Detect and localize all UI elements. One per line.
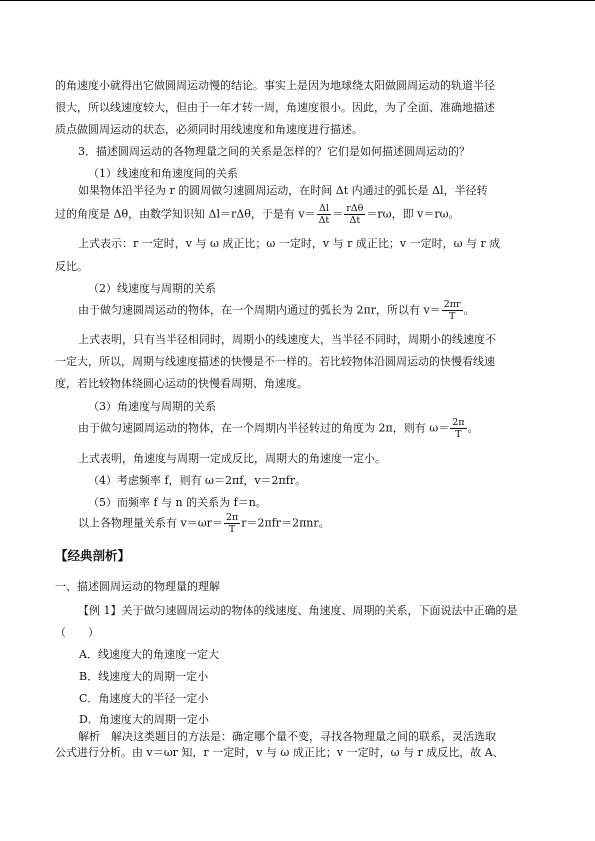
paragraph-line: 上式表明，角速度与周期一定成反比，周期大的角速度一定小。 (78, 452, 386, 465)
formula-text: 过的角度是 Δθ，由数学知识知 Δl＝rΔθ，于是有 v＝ (55, 207, 316, 221)
analysis-line: 公式进行分析。由 v＝ωr 知，r 一定时，v 与 ω 成正比；v 一定时，ω 与 r 成反比，故 A、 (55, 746, 504, 759)
paragraph-line: 一定大，所以，周期与线速度描述的快慢是不一样的。若比较物体沿圆周运动的快慢看线速 (55, 355, 495, 368)
denominator: T (228, 524, 236, 535)
paragraph-line: 质点做圆周运动的状态，必须同时用线速度和角速度进行描述。 (55, 123, 363, 136)
numerator: 2π (452, 417, 465, 428)
formula-text: 由于做匀速圆周运动的物体，在一个周期内半径转过的角度为 2π，则有 ω＝ (78, 421, 450, 435)
option-d: D．角速度大的周期一定小 (79, 713, 209, 726)
numerator: 2π (225, 512, 239, 523)
formula-text: 由于做匀速圆周运动的物体，在一个周期内通过的弧长为 2πr，所以有 v＝ (78, 303, 441, 317)
fraction (450, 417, 466, 440)
paragraph-line: 很大，所以线速度较大，但由于一年才转一周，角速度很小。因此，为了全面、准确地描述 (55, 101, 495, 114)
subsection-title: （2）线速度与周期的关系 (88, 282, 216, 295)
option-c: C．角速度大的半径一定小 (79, 692, 209, 705)
formula-line (78, 512, 555, 535)
formula-text: 。 (463, 303, 475, 317)
formula-line (55, 203, 555, 226)
paragraph-line: 上式表明，只有当半径相同时，周期小的线速度大，当半径不同时，周期小的线速度不 (78, 333, 496, 346)
paragraph-line: （5）而频率 f 与 n 的关系为 f＝n。 (88, 496, 267, 509)
fraction (344, 203, 365, 226)
formula-text: 以上各物理量关系有 v＝ωr＝ (78, 516, 223, 530)
example-question: 【例 1】关于做匀速圆周运动的物体的线速度、角速度、周期的关系，下面说法中正确的是 (78, 604, 518, 617)
subsection-title: （1）线速度和角速度间的关系 (88, 167, 238, 180)
paragraph-line: 度，若比较物体绕圆心运动的快慢看周期、角速度。 (55, 377, 308, 390)
fraction (442, 299, 463, 322)
analysis-line: 解析 解决这类题目的方法是：确定哪个量不变，寻找各物理量之间的联系，灵活选取 (78, 730, 496, 743)
paragraph-line: （4）考虑频率 f，则有 ω＝2πf，v＝2πfr。 (88, 474, 307, 487)
formula-text: r＝2πfr＝2πnr。 (241, 516, 330, 530)
formula-text: 。 (467, 421, 479, 435)
denominator: Δt (318, 215, 330, 226)
numerator: rΔθ (346, 203, 364, 214)
option-a: A．线速度大的角速度一定大 (79, 648, 219, 661)
formula-line (78, 299, 555, 322)
paragraph-line: 反比。 (55, 260, 88, 273)
numerator: 2πr (443, 299, 461, 310)
section-heading: 【经典剖析】 (55, 548, 131, 563)
question-line: 3．描述圆周运动的各物理量之间的关系是怎样的？它们是如何描述圆周运动的？ (78, 145, 470, 158)
paragraph-line: 的角速度小就得出它做圆周运动慢的结论。事实上是因为地球绕太阳做圆周运动的轨道半径 (55, 79, 495, 92)
denominator: T (448, 311, 456, 322)
page-top-border (0, 0, 595, 1)
section-title: 一、描述圆周运动的物理量的理解 (55, 580, 220, 593)
paragraph-line: 上式表示：r 一定时，v 与 ω 成正比；ω 一定时，v 与 r 成正比；v 一定时，ω 与 r 成 (78, 237, 501, 250)
fraction (317, 203, 332, 226)
fraction (224, 512, 240, 535)
equals-sign: ＝ (332, 207, 344, 221)
formula-line (78, 417, 555, 440)
denominator: Δt (349, 215, 361, 226)
formula-text: ＝rω，即 v＝rω。 (366, 207, 460, 221)
option-b: B．线速度大的周期一定小 (79, 670, 209, 683)
answer-blank: （ ） (55, 626, 99, 639)
numerator: Δl (317, 203, 332, 215)
paragraph-line: 如果物体沿半径为 r 的圆周做匀速圆周运动，在时间 Δt 内通过的弧长是 Δl，半径转 (78, 184, 488, 197)
subsection-title: （3）角速度与周期的关系 (88, 400, 216, 413)
denominator: T (455, 429, 462, 440)
